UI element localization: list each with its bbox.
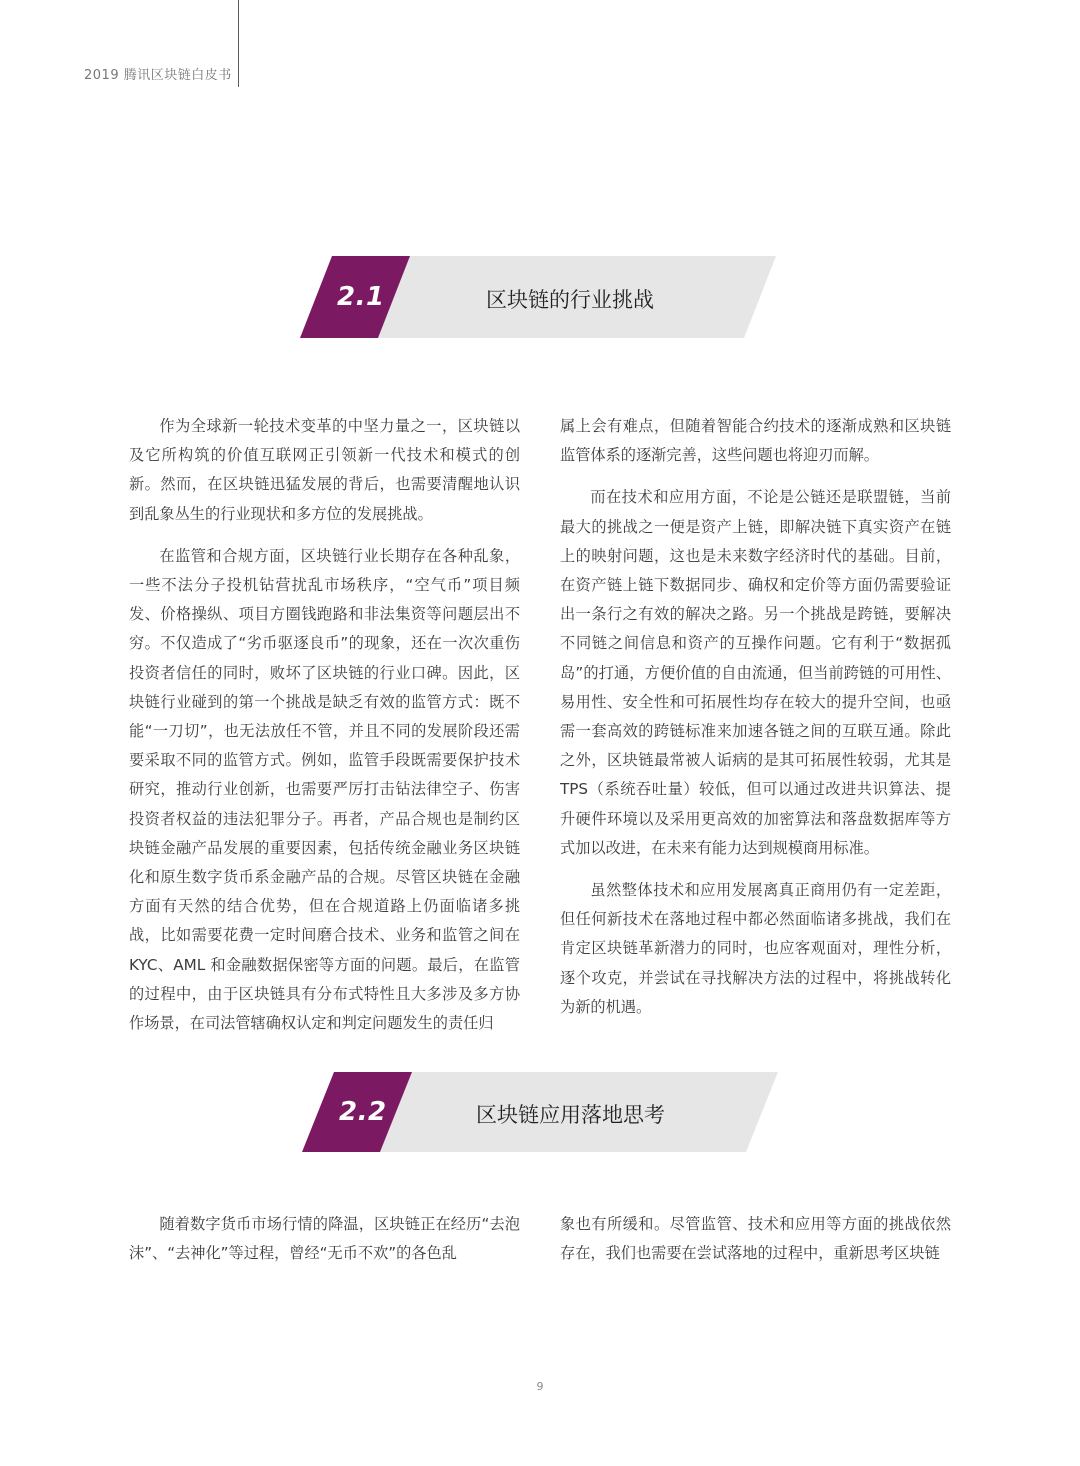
section-2-2-left-column bbox=[129, 1210, 520, 1281]
section-2-1-right-column bbox=[560, 412, 951, 1035]
paragraph: 而在技术和应用方面，不论是公链还是联盟链，当前最大的挑战之一便是资产上链，即解决链下真实资产在链上的映射问题，这也是未来数字经济时代的基础。目前，在资产链上链下数据同步、确权和定价等方面仍需要验证出一条行之有效的解决之路。另一个挑战是跨链，要解决不同链之间信息和资产的互操作问题。它有利于“数据孤岛”的打通，方便价值的自由流通，但当前跨链的可用性、易用性、安全性和可拓展性均存在较大的提升空间，也亟需一套高效的跨链标准来加速各链之间的互联互通。除此之外，区块链最常被人诟病的是其可拓展性较弱，尤其是 TPS（系统吞吐量）较低，但可以通过改进共识算法、提升硬件环境以及采用更高效的加密算法和落盘数据库等方式加以改进，在未来有能力达到规模商用标准。 bbox=[560, 488, 951, 857]
paragraph: 随着数字货币市场行情的降温，区块链正在经历“去泡沫”、“去神化”等过程，曾经“无币不欢”的各色乱 bbox=[129, 1215, 520, 1263]
section-2-2-number: 2.2 bbox=[339, 1097, 387, 1127]
paragraph: 象也有所缓和。尽管监管、技术和应用等方面的挑战依然存在，我们也需要在尝试落地的过程中，重新思考区块链 bbox=[560, 1215, 951, 1263]
paragraph: 属上会有难点，但随着智能合约技术的逐渐成熟和区块链监管体系的逐渐完善，这些问题也将迎刃而解。 bbox=[560, 417, 951, 465]
section-2-2-right-column bbox=[560, 1210, 951, 1281]
section-2-1-left-column bbox=[129, 412, 520, 1051]
page-number: 9 bbox=[536, 1380, 544, 1393]
section-2-1-title: 区块链的行业挑战 bbox=[486, 288, 654, 312]
header-divider bbox=[238, 0, 239, 87]
paragraph: 虽然整体技术和应用发展离真正商用仍有一定差距，但任何新技术在落地过程中都必然面临诸多挑战，我们在肯定区块链革新潜力的同时，也应客观面对，理性分析，逐个攻克，并尝试在寻找解决方法的过程中，将挑战转化为新的机遇。 bbox=[560, 881, 951, 1016]
section-2-2-title: 区块链应用落地思考 bbox=[476, 1103, 665, 1127]
section-2-1-banner bbox=[0, 256, 1080, 338]
section-2-2-banner bbox=[0, 1072, 1080, 1154]
section-2-1-number: 2.1 bbox=[337, 282, 385, 312]
paragraph: 作为全球新一轮技术变革的中坚力量之一，区块链以及它所构筑的价值互联网正引领新一代技术和模式的创新。然而，在区块链迅猛发展的背后，也需要清醒地认识到乱象丛生的行业现状和多方位的发展挑战。 bbox=[129, 417, 520, 523]
paragraph: 在监管和合规方面，区块链行业长期存在各种乱象，一些不法分子投机钻营扰乱市场秩序，“空气币”项目频发、价格操纵、项目方圈钱跑路和非法集资等问题层出不穷。不仅造成了“劣币驱逐良币”的现象，还在一次次重伤投资者信任的同时，败坏了区块链的行业口碑。因此，区块链行业碰到的第一个挑战是缺乏有效的监管方式：既不能“一刀切”，也无法放任不管，并且不同的发展阶段还需要采取不同的监管方式。例如，监管手段既需要保护技术研究，推动行业创新，也需要严厉打击钻法律空子、伤害投资者权益的违法犯罪分子。再者，产品合规也是制约区块链金融产品发展的重要因素，包括传统金融业务区块链化和原生数字货币系金融产品的合规。尽管区块链在金融方面有天然的结合优势，但在合规道路上仍面临诸多挑战，比如需要花费一定时间磨合技术、业务和监管之间在 KYC、AML 和金融数据保密等方面的问题。最后，在监管的过程中，由于区块链具有分布式特性且大多涉及多方协作场景，在司法管辖确权认定和判定问题发生的责任归 bbox=[129, 546, 520, 1033]
running-header-title: 2019 腾讯区块链白皮书 bbox=[84, 68, 232, 83]
